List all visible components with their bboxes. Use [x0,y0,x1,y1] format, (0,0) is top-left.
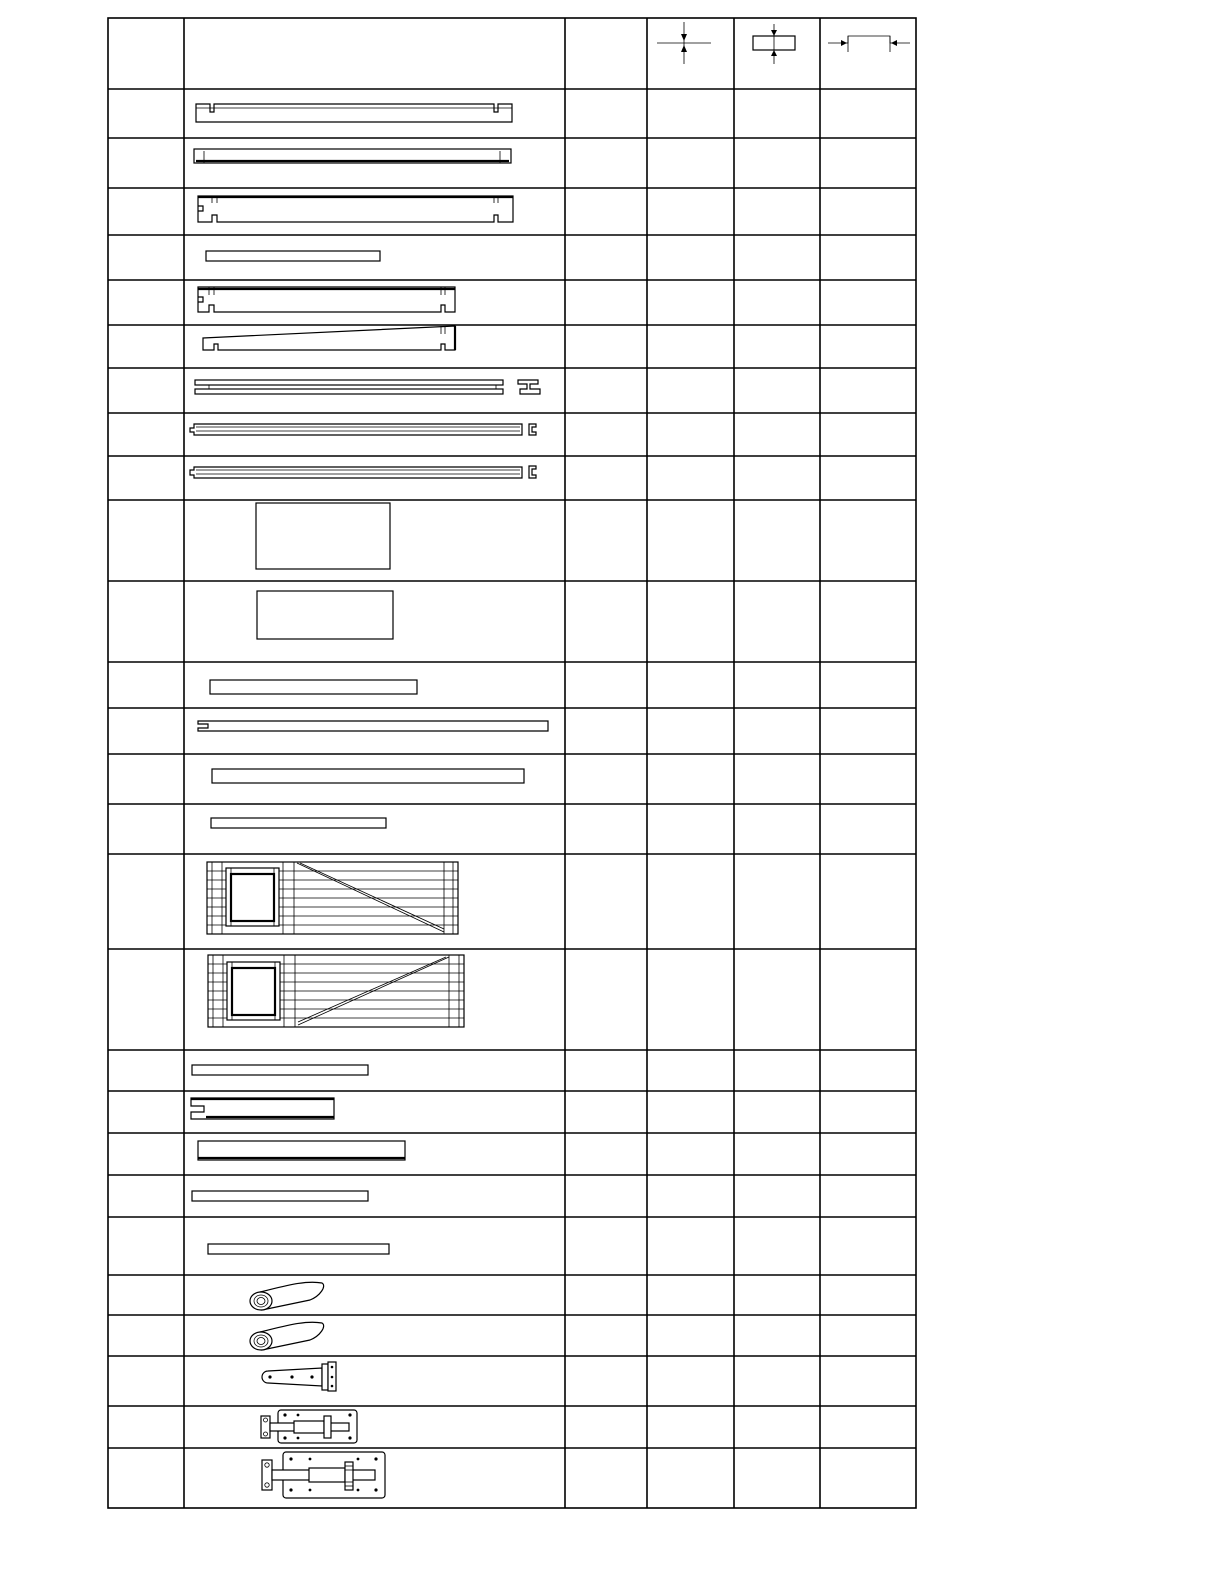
part-drawing-plain-board [211,818,386,828]
part-drawing-thick-board [198,1141,405,1160]
part-drawing-roofing-felt-roll [250,1282,324,1310]
part-drawing-long-rail-notched-top [196,104,512,122]
part-drawing-plain-board [210,680,417,694]
part-drawing-tapered-rail-notched [203,326,455,350]
part-drawing-long-rail-grooved [194,149,511,163]
thickness-dimension-icon [657,22,711,64]
part-drawing-long-strip-notched-end [198,721,548,731]
part-drawing-plain-board [208,1244,389,1254]
part-drawings [190,104,548,1498]
part-drawing-barrel-bolt [261,1410,357,1443]
part-drawing-board-notched-end [191,1098,334,1119]
part-drawing-barrel-bolt-large [262,1452,385,1498]
part-drawing-tongue-groove-strip [190,424,536,435]
width-dimension-icon [753,24,795,64]
part-drawing-plain-board [192,1191,368,1201]
part-drawing-medium-rail-notched [198,287,455,312]
part-drawing-t-hinge [262,1362,336,1391]
part-drawing-panel-sheet [257,591,393,639]
part-drawing-wall-panel-with-window [207,862,458,934]
part-drawing-tongue-groove-strip [190,466,536,478]
part-drawing-double-strip-with-profile [195,380,540,394]
part-drawing-short-plain-board [206,251,380,261]
part-drawing-long-plain-board [212,769,524,783]
part-drawing-long-rail-notched-both [198,196,513,222]
part-drawing-roofing-felt-roll [250,1322,324,1350]
part-drawing-plain-board [192,1065,368,1075]
header-row [657,22,910,64]
part-drawing-wall-panel-with-window [208,955,464,1027]
parts-table-grid [108,18,916,1508]
length-dimension-icon [828,36,910,52]
part-drawing-panel-sheet [256,503,390,569]
